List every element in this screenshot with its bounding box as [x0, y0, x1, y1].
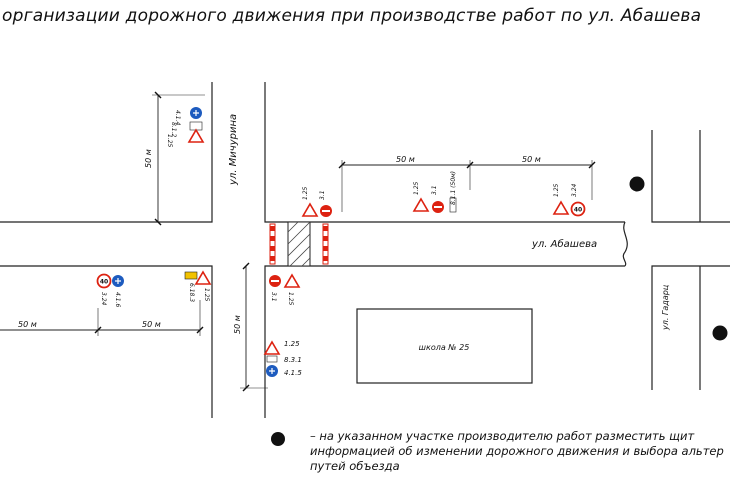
- road-edge: [0, 82, 212, 222]
- sign-code: 3.1: [270, 292, 277, 302]
- sign-group-crossing-bottom: [269, 275, 299, 306]
- sign-code: 1.25: [302, 186, 309, 200]
- sign-code: 3.1: [319, 190, 326, 200]
- roadworks-sign-icon: [265, 342, 279, 354]
- sign-group-left-bottom-b: [185, 272, 210, 302]
- info-board-marker: [713, 326, 728, 341]
- page-title: организации дорожного движения при производстве работ по ул. Абашева: [2, 6, 702, 26]
- road-edge: [0, 266, 212, 418]
- info-board-marker: [630, 177, 645, 192]
- sign-code: 3.24: [100, 292, 107, 306]
- speed-limit-value: 40: [99, 278, 109, 286]
- speed-limit-value: 40: [573, 206, 583, 214]
- sign-group-top-left: [166, 107, 203, 148]
- sign-group-left-bottom-a: [98, 275, 125, 308]
- distance-label: 50 м: [396, 155, 415, 164]
- legend-line: – на указанном участке производителю работ разместить щит: [310, 429, 695, 443]
- street-label-abasheva: ул. Абашева: [532, 239, 598, 250]
- legend: [310, 429, 730, 474]
- road-edge: [265, 82, 625, 222]
- street-label-gagarina: ул. Гадарц: [661, 284, 670, 330]
- legend-marker-icon: [271, 432, 285, 446]
- legend-line: путей объезда: [310, 459, 400, 473]
- sign-code: 3.1: [431, 185, 438, 195]
- detour-sign-icon: [185, 272, 197, 279]
- distance-label: 50 м: [233, 315, 242, 334]
- sign-code: 1.25: [413, 181, 420, 195]
- road-edge: [652, 130, 730, 222]
- roadworks-sign-icon: [196, 272, 210, 284]
- road-edge: [265, 266, 625, 418]
- sign-code: 8.1.2: [170, 122, 177, 138]
- sign-code: 1.25: [203, 288, 210, 302]
- roadworks-sign-icon: [285, 275, 299, 287]
- distance-label: 50 м: [142, 320, 161, 329]
- school-label: школа № 25: [418, 343, 470, 352]
- roadworks-sign-icon: [189, 130, 203, 142]
- sign-code: 6.18.3: [188, 283, 195, 303]
- road-outlines: [0, 82, 730, 418]
- sign-group-lower-column: [265, 340, 302, 377]
- barrier-left: [270, 224, 275, 264]
- roadworks-sign-icon: [303, 204, 317, 216]
- sign-code: 4.1.4: [174, 110, 181, 126]
- sign-code: 1.25: [284, 340, 300, 348]
- sign-code: 1.25: [553, 183, 560, 197]
- barrier-right: [323, 224, 328, 264]
- distance-label: 50 м: [522, 155, 541, 164]
- sign-code: 1.25: [166, 134, 173, 148]
- roadworks-sign-icon: [554, 202, 568, 214]
- roadworks-sign-icon: [414, 199, 428, 211]
- sign-code: 4.1.5: [284, 369, 302, 377]
- legend-line: информацией об изменении дорожного движения и выбора альтер: [310, 444, 724, 458]
- sign-group-mid-top: [413, 171, 457, 213]
- work-zone: [270, 222, 328, 266]
- break-mark: [623, 222, 627, 266]
- sign-code: 4.1.6: [114, 292, 121, 308]
- sign-code: 1.25: [287, 292, 294, 306]
- distance-label: 50 м: [18, 320, 37, 329]
- sign-group-crossing-top: [302, 186, 332, 217]
- plate-sign-icon: [267, 356, 277, 362]
- street-label-michurina: ул. Мичурина: [228, 113, 239, 185]
- distance-label: 50 м: [144, 149, 153, 168]
- sign-code: 8.3.1: [284, 356, 302, 364]
- sign-code: 8.1.1 (50м): [450, 170, 457, 205]
- sign-code: 3.24: [571, 183, 578, 197]
- sign-group-right-top: [553, 183, 585, 215]
